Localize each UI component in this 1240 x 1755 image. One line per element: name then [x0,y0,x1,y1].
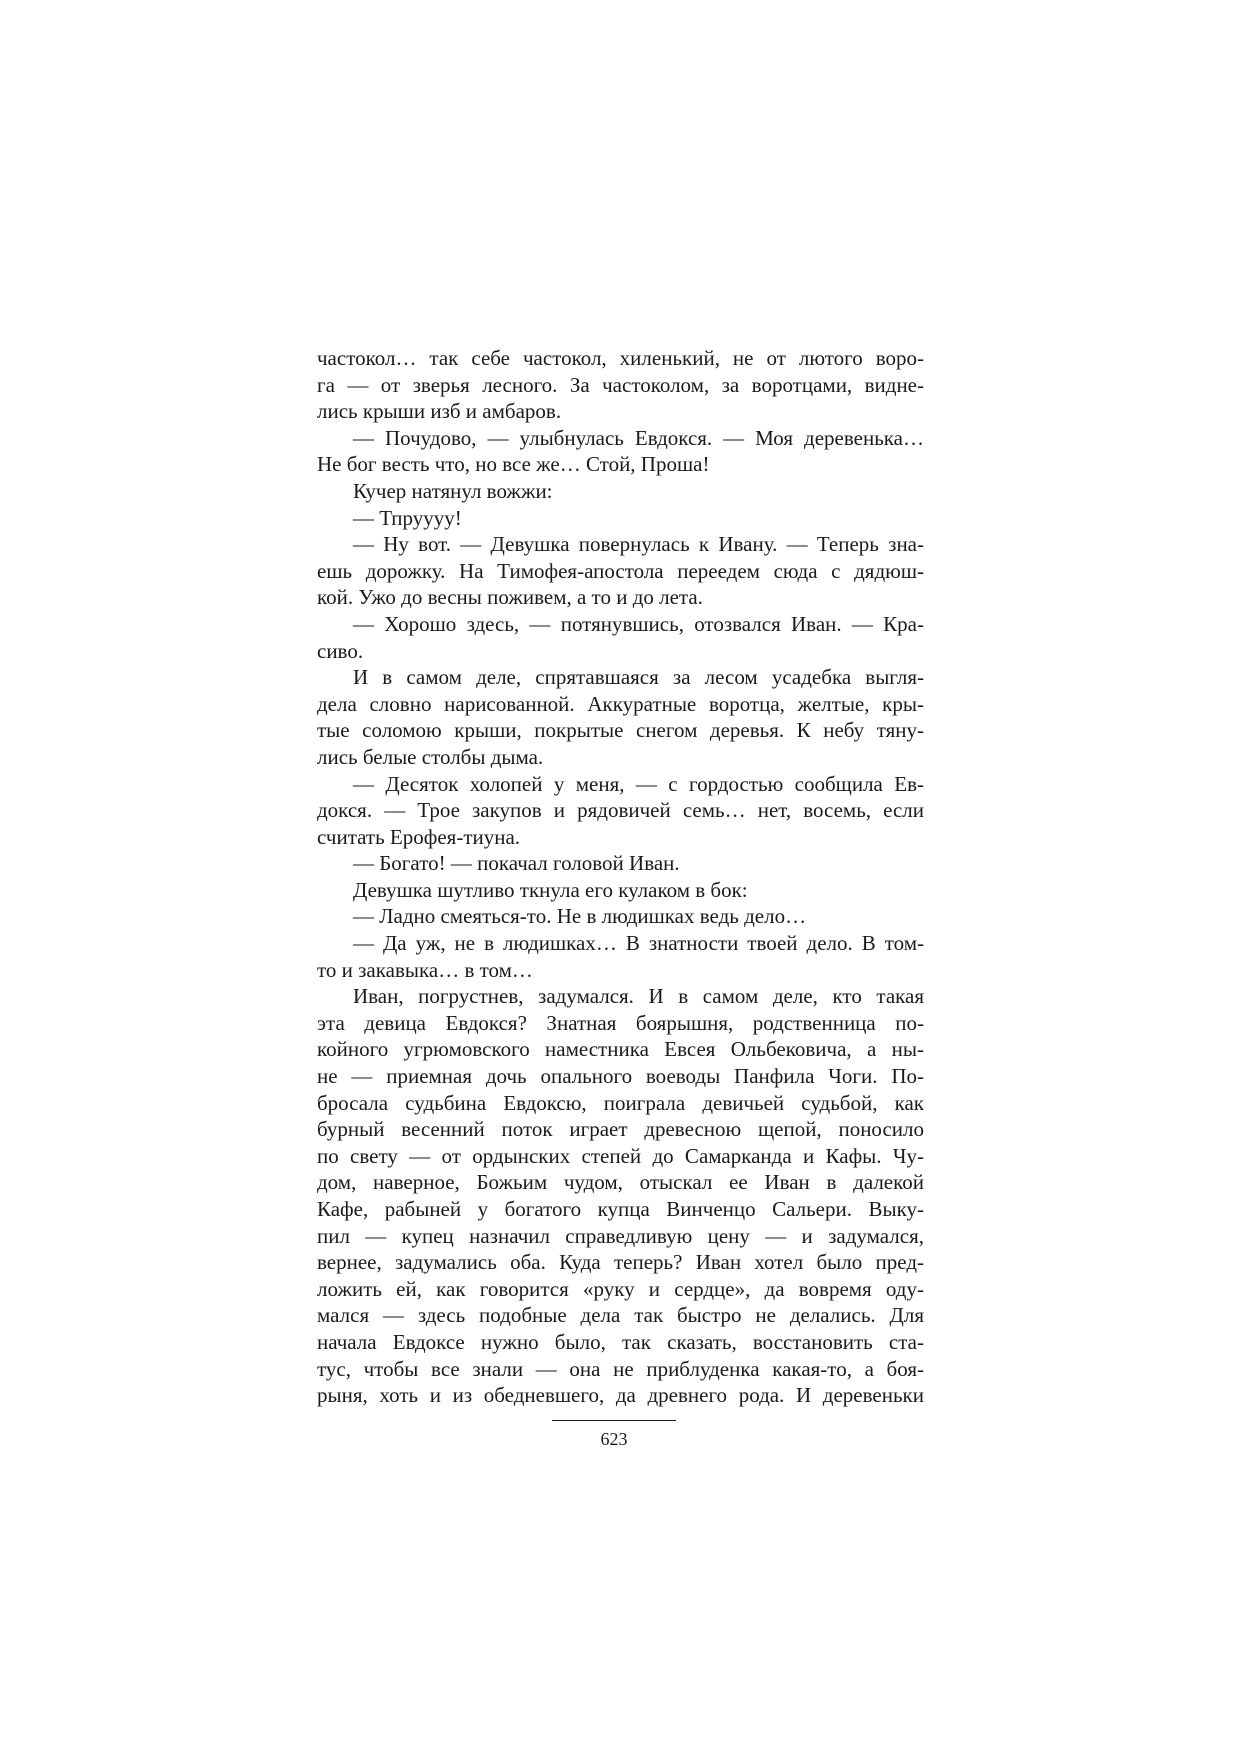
footer-rule [552,1420,676,1421]
text-line: койного угрюмовского наместника Евсея Ольбековича, а ны- [317,1037,924,1062]
text-line: га — от зверья лесного. За частоколом, за воротцами, видне- [317,372,924,397]
text-line: кой. Ужо до весны поживем, а то и до лета. [317,585,703,610]
text-line: тые соломою крыши, покрытые снегом деревья. К небу тяну- [317,718,924,743]
text-line: дела словно нарисованной. Аккуратные воротца, желтые, кры- [317,691,924,716]
text-line: докся. — Трое закупов и рядовичей семь… нет, восемь, если [317,798,924,823]
text-line: — Тпруууу! [353,505,462,530]
text-line: — Хорошо здесь, — потянувшись, отозвался Иван. — Кра- [353,611,924,636]
body-text [317,345,924,1409]
text-line: пил — купец назначил справедливую цену — и задумался, [317,1223,924,1248]
text-line: эта девица Евдокся? Знатная боярышня, родственница по- [317,1010,924,1035]
text-line: по свету — от ордынских степей до Самарканда и Кафы. Чу- [317,1143,924,1168]
text-line: лись крыши изб и амбаров. [317,399,562,424]
text-line: тус, чтобы все знали — она не приблуденка какая-то, а боя- [317,1356,924,1381]
text-line: бурный весенний поток играет древесною щепой, поносило [317,1117,924,1142]
text-line: — Ладно смеяться-то. Не в людишках ведь дело… [353,904,807,929]
text-line: рыня, хоть и из обедневшего, да древнего рода. И деревеньки [317,1383,924,1408]
text-line: считать Ерофея-тиуна. [317,824,521,849]
text-line: Не бог весть что, но все же… Стой, Проша! [317,452,710,477]
text-line: — Ну вот. — Девушка повернулась к Ивану. — Теперь зна- [353,532,924,557]
text-line: то и закавыка… в том… [317,957,533,982]
text-line: Девушка шутливо ткнула его кулаком в бок: [353,877,748,902]
text-line: лись белые столбы дыма. [317,744,544,769]
text-line: вернее, задумались оба. Куда теперь? Иван хотел было пред- [317,1250,924,1275]
text-line: — Да уж, не в людишках… В знатности твоей дело. В том- [353,931,924,956]
text-line: частокол… так себе частокол, хиленький, не от лютого воро- [317,346,924,370]
text-line: начала Евдоксе нужно было, так сказать, восстановить ста- [317,1329,924,1354]
text-line: ложить ей, как говорится «руку и сердце», да вовремя оду- [317,1276,924,1301]
text-line: — Богато! — покачал головой Иван. [353,851,680,876]
text-line: не — приемная дочь опального воеводы Панфила Чоги. По- [317,1064,924,1089]
text-line: мался — здесь подобные дела так быстро не делались. Для [317,1303,924,1328]
text-line: И в самом деле, спрятавшаяся за лесом усадебка выгля- [353,665,924,690]
text-line: Иван, погрустнев, задумался. И в самом деле, кто такая [353,984,924,1009]
text-line: бросала судьбина Евдоксю, поиграла девичьей судьбой, как [317,1090,924,1115]
text-line: Кучер натянул вожжи: [353,478,553,503]
text-line: сиво. [317,638,364,663]
text-line: — Десяток холопей у меня, — с гордостью сообщила Ев- [353,771,924,796]
text-line: ешь дорожку. На Тимофея-апостола переедем сюда с дядюш- [317,558,924,583]
text-line: Кафе, рабыней у богатого купца Винченцо Сальери. Выку- [317,1197,924,1221]
page-number: 623 [600,1429,628,1449]
text-line: дом, наверное, Божьим чудом, отыскал ее Иван в далекой [317,1170,924,1195]
text-line: — Почудово, — улыбнулась Евдокся. — Моя деревенька… [353,425,924,450]
